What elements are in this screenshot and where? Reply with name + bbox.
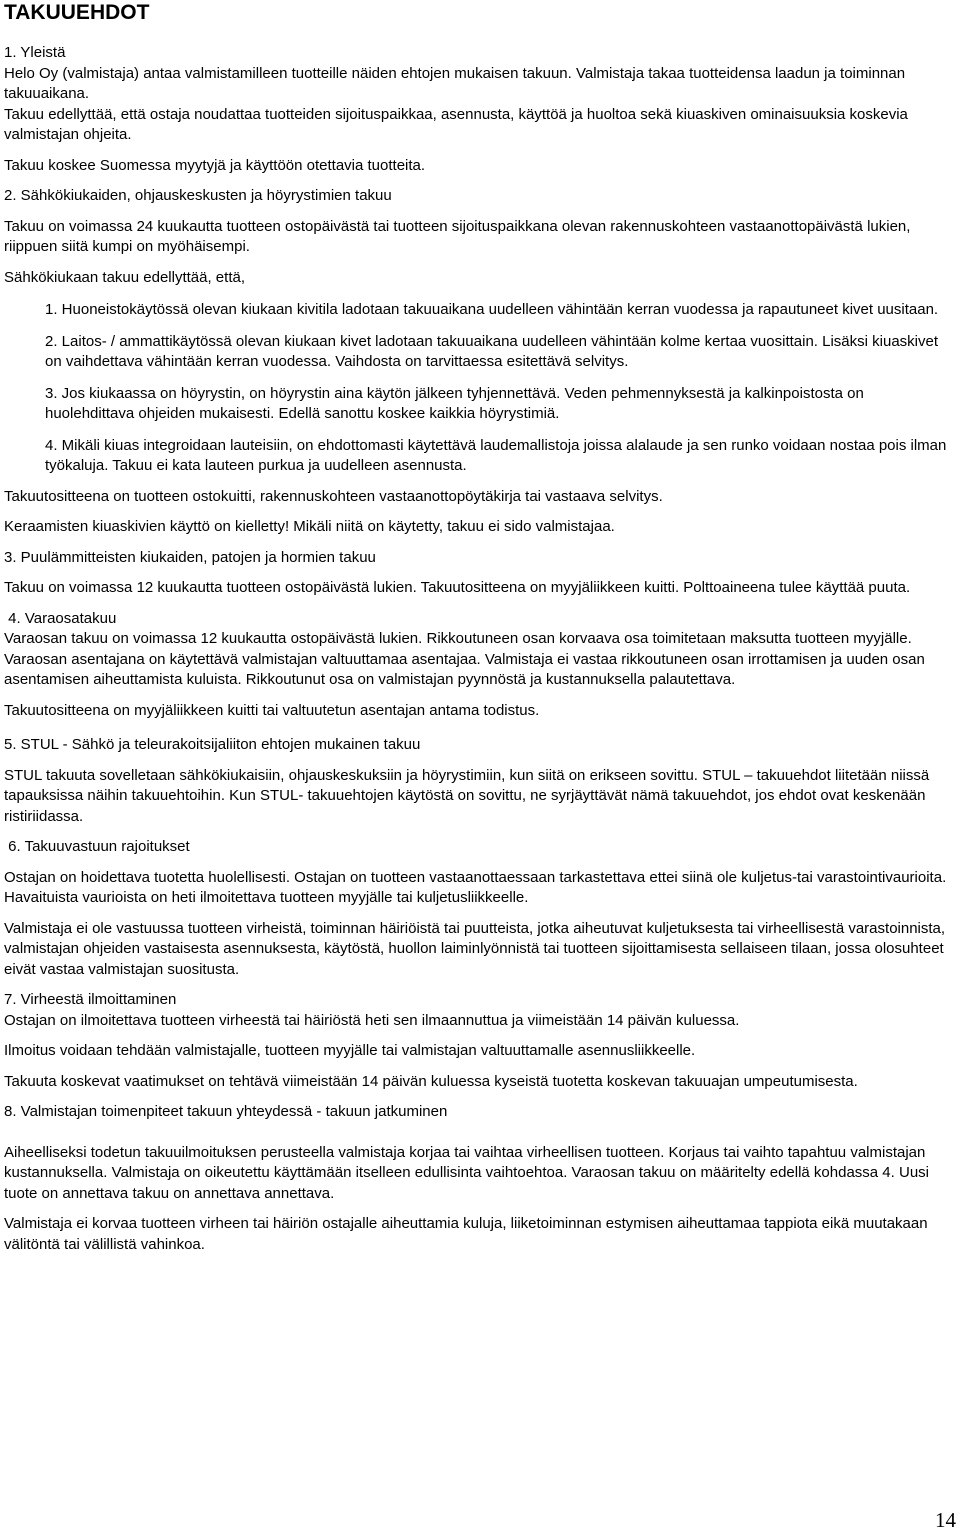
section-2-paragraph-2: Sähkökiukaan takuu edellyttää, että, xyxy=(4,268,245,286)
section-8-heading: 8. Valmistajan toimenpiteet takuun yhteydessä - takuun jatkuminen xyxy=(4,1103,448,1120)
document-title: TAKUUEHDOT xyxy=(4,1,150,24)
list-item: 1. Huoneistokäytössä olevan kiukaan kivitila ladotaan takuuaikana uudelleen vähintään kerran vuodessa ja rapautuneet kivet uusitaan. xyxy=(45,301,939,318)
section-8-paragraph-2: Valmistaja ei korvaa tuotteen virheen tai häiriön ostajalle aiheuttamia kuluja, liiketoiminnan estymisen aiheuttamaa tappiota eikä muutakaan välitöntä tai välillistä vahinkoa. xyxy=(4,1215,928,1253)
list-item: 3. Jos kiukaassa on höyrystin, on höyrystin aina käytön jälkeen tyhjennettävä. Veden pehmennyksestä ja kalkinpoistosta on huolehdittava ohjeiden mukaisesti. Edellä sanottu koskee kaikkia höyrystimiä. xyxy=(45,384,864,422)
section-6-heading: 6. Takuuvastuun rajoitukset xyxy=(4,838,190,855)
section-5-heading: 5. STUL - Sähkö ja teleurakoitsijaliiton ehtojen mukainen takuu xyxy=(4,736,421,753)
section-7-paragraph-3: Takuuta koskevat vaatimukset on tehtävä viimeistään 14 päivän kuluessa kyseistä tuotetta koskevan takuuajan umpeutumisesta. xyxy=(4,1072,858,1090)
section-4-paragraph-2: Takuutositteena on myyjäliikkeen kuitti tai valtuutetun asentajan antama todistus. xyxy=(4,701,540,719)
section-1-heading: 1. Yleistä xyxy=(4,44,66,61)
section-1-paragraph-3: Takuu koskee Suomessa myytyjä ja käyttöön otettavia tuotteita. xyxy=(4,156,426,174)
section-1-paragraph-2: Takuu edellyttää, että ostaja noudattaa tuotteiden sijoituspaikkaa, asennusta, käyttöä ja huoltoa sekä kiuaskiven ominaisuuksia koskevia valmistajan ohjeita. xyxy=(4,105,908,143)
section-7-paragraph-2: Ilmoitus voidaan tehdään valmistajalle, tuotteen myyjälle tai valmistajan valtuuttamalle asennusliikkeelle. xyxy=(4,1042,696,1059)
page-number: 14 xyxy=(935,1508,956,1532)
section-1-paragraph-1: Helo Oy (valmistaja) antaa valmistamilleen tuotteille näiden ehtojen mukaisen takuun. Valmistaja takaa tuotteidensa laadun ja toiminnan takuuaikana. xyxy=(4,64,906,102)
section-2-paragraph-3: Takuutositteena on tuotteen ostokuitti, rakennuskohteen vastaanottopöytäkirja tai vastaava selvitys. xyxy=(4,487,663,505)
section-3-heading: 3. Puulämmitteisten kiukaiden, patojen ja hormien takuu xyxy=(4,548,376,566)
list-item: 4. Mikäli kiuas integroidaan lauteisiin, on ehdottomasti käytettävä laudemallistoja joissa alalaude ja sen runko voidaan nostaa pois ilman työkaluja. Takuu ei kata lauteen purkua ja uudelleen asennusta. xyxy=(45,436,947,474)
list-item: 2. Laitos- / ammattikäytössä olevan kiukaan kivet ladotaan takuuaikana uudelleen vähintään kolme kertaa vuosittain. Lisäksi kiuaskivet on vaihdettava vähintään kerran vuodessa. Vaihdosta on tarvittaessa esitettävä selvitys. xyxy=(45,332,939,370)
section-8-paragraph-1: Aiheelliseksi todetun takuuilmoituksen perusteella valmistaja korjaa tai vaihtaa virheellisen tuotteen. Korjaus tai vaihto tapahtuu valmistajan kustannuksella. Valmistaja on oikeutettu käyttämään itselleen edullisinta vaihtoehtoa. Varaosan takuu on määritelty edellä kohdassa 4. Uusi tuote on annettava takuu on annettava annettava. xyxy=(4,1143,929,1202)
section-7-paragraph-1: Ostajan on ilmoitettava tuotteen virheestä tai häiriöstä heti sen ilmaannuttua ja viimeistään 14 päivän kuluessa. xyxy=(4,1011,740,1029)
document-page xyxy=(4,0,956,1255)
section-7-heading: 7. Virheestä ilmoittaminen xyxy=(4,991,177,1008)
section-2-paragraph-4: Keraamisten kiuaskivien käyttö on kielletty! Mikäli niitä on käytetty, takuu ei sido valmistajaa. xyxy=(4,518,615,535)
section-6-paragraph-2: Valmistaja ei ole vastuussa tuotteen virheistä, toiminnan häiriöistä tai puutteista, jotka aiheutuvat kuljetuksesta tai virheellisestä varastoinnista, valmistajan ohjeiden vastaisesta asennuksesta, käytöstä, huollon laiminlyönnistä tai tuotteen sijoittamisesta sellaiseen tilaan, jossa olosuhteet eivät vastaa valmistajan suositusta. xyxy=(4,919,946,978)
section-2-heading: 2. Sähkökiukaiden, ohjauskeskusten ja höyrystimien takuu xyxy=(4,187,392,204)
section-6-paragraph-1: Ostajan on hoidettava tuotetta huolellisesti. Ostajan on tuotteen vastaanottaessaan tarkastettava ettei siinä ole kuljetus-tai varastointivaurioita. Havaituista vaurioista on heti ilmoitettava tuotteen myyjälle tai kuljetusliikkeelle. xyxy=(4,868,947,906)
section-2-paragraph-1: Takuu on voimassa 24 kuukautta tuotteen ostopäivästä tai tuotteen sijoituspaikkana olevan rakennuskohteen vastaanottopäivästä lukien, riippuen siitä kumpi on myöhäisempi. xyxy=(4,217,911,255)
section-3-paragraph-1: Takuu on voimassa 12 kuukautta tuotteen ostopäivästä lukien. Takuutositteena on myyjäliikkeen kuitti. Polttoaineena tulee käyttää puuta. xyxy=(4,579,911,596)
section-4-heading: 4. Varaosatakuu xyxy=(4,609,117,627)
section-4-paragraph-1: Varaosan takuu on voimassa 12 kuukautta ostopäivästä lukien. Rikkoutuneen osan korvaava osa toimitetaan maksutta tuotteen myyjälle. Varaosan asentajana on käytettävä valmistajan valtuuttamaa asentajaa. Valmistaja ei vastaa rikkoutuneen osan irrottamisen ja uuden osan asentamisen aiheuttamista kuluista. Rikkoutunut osa on valmistajan pyynnöstä ja kustannuksella palautettava. xyxy=(4,630,925,688)
section-5-paragraph-1: STUL takuuta sovelletaan sähkökiukaisiin, ohjauskeskuksiin ja höyrystimiin, kun siitä on erikseen sovittu. STUL – takuuehdot liitetään niissä tapauksissa näihin takuuehtoihin. Kun STUL- takuuehtojen käytöstä on sovittu, ne syrjäyttävät nämä takuuehdot, jos ehdot ovat keskenään ristiriidassa. xyxy=(4,766,930,825)
